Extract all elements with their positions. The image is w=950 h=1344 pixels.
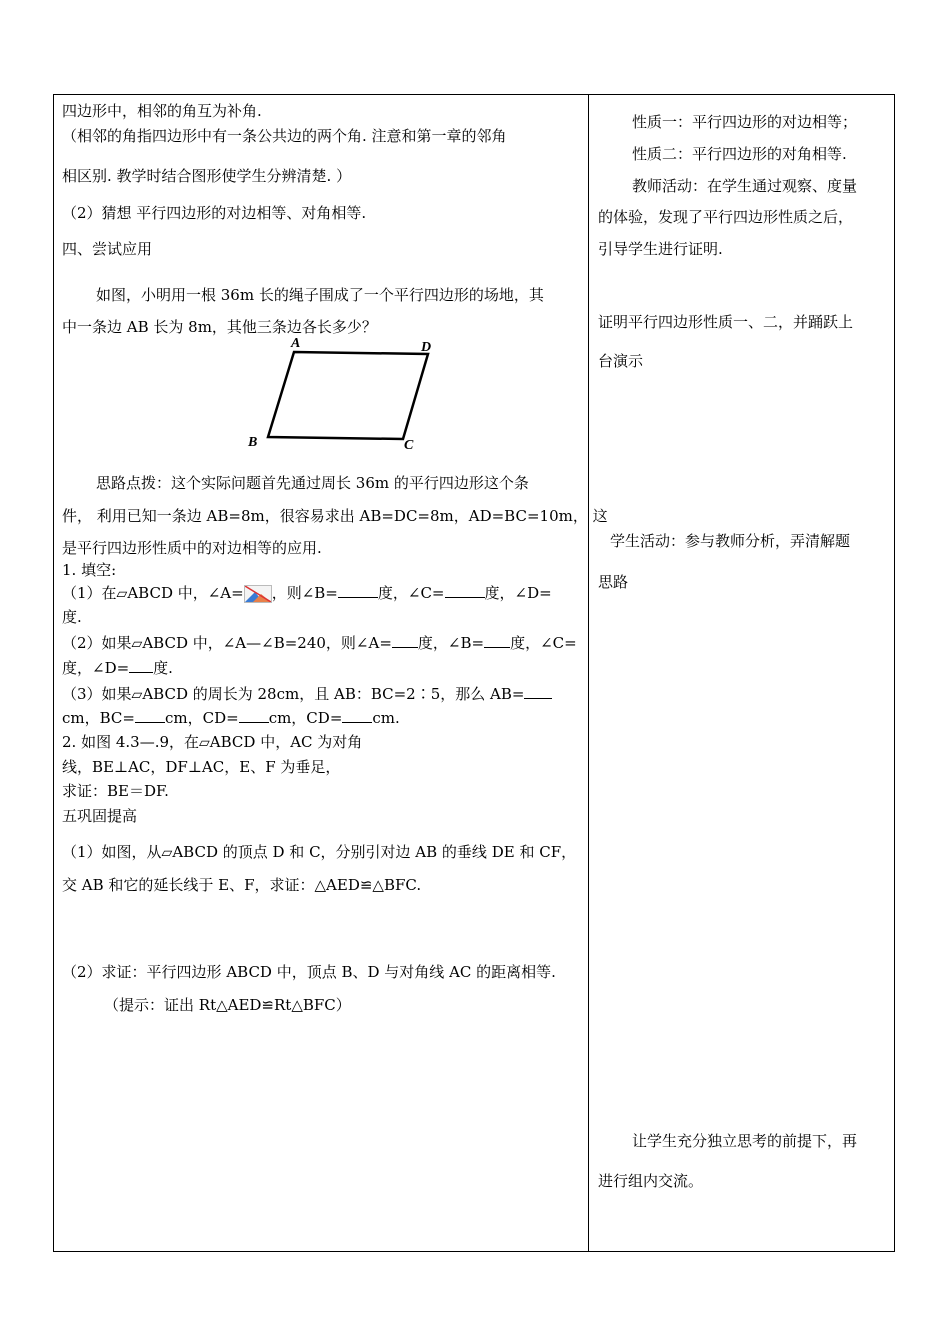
- question-prefix: （1）如图，从: [62, 843, 162, 861]
- text-line: 引导学生进行证明.: [598, 240, 723, 258]
- text-line: （2）猜想 平行四边形的对边相等、对角相等.: [62, 204, 367, 222]
- text-line: （2）求证：平行四边形 ABCD 中，顶点 B、D 与对角线 AC 的距离相等.: [62, 963, 556, 981]
- text-line: 求证：BE＝DF.: [62, 782, 169, 800]
- question-3-cont: [62, 708, 400, 727]
- parallelogram-icon: ▱: [161, 845, 173, 861]
- question-text: ABCD 中，∠A—∠B=240，则∠A=: [142, 634, 392, 652]
- question-text: 度.: [153, 659, 173, 677]
- table-border-left: [53, 94, 54, 1252]
- answer-blank[interactable]: [445, 583, 485, 598]
- text-line: 相区别. 教学时结合图形使学生分辨清楚. ）: [62, 167, 352, 185]
- vertex-label-b: B: [248, 435, 258, 450]
- answer-blank[interactable]: [342, 708, 372, 723]
- text-line: 台演示: [598, 352, 644, 370]
- question-text: ABCD 的顶点 D 和 C，分别引对边 AB 的垂线 DE 和 CF，: [172, 843, 577, 861]
- text-line: 性质一：平行四边形的对边相等；: [632, 113, 858, 131]
- question-text: 度，∠D=: [484, 584, 552, 602]
- text-line: （相邻的角指四边形中有一条公共边的两个角. 注意和第一章的邻角: [62, 127, 507, 145]
- text-line: 证明平行四边形性质一、二，并踊跃上: [598, 313, 854, 331]
- text-line: 件， 利用已知一条边 AB=8m，很容易求出 AB=DC=8m，AD=BC=10m， 这: [62, 507, 608, 525]
- question-text: cm，CD=: [164, 709, 239, 727]
- question-2-cont: [62, 658, 173, 677]
- question-1: [62, 583, 552, 603]
- parallelogram-diagram: [238, 334, 448, 454]
- answer-blank[interactable]: [135, 708, 165, 723]
- question-text: cm，BC=: [62, 709, 135, 727]
- answer-blank[interactable]: [524, 684, 552, 699]
- table-border-right: [894, 94, 895, 1252]
- text-line: 线，BE⊥AC，DF⊥AC，E、F 为垂足，: [62, 758, 341, 776]
- question-prefix: （3）如果: [62, 685, 132, 703]
- answer-blank[interactable]: [484, 633, 510, 648]
- broken-image-icon: [244, 585, 272, 603]
- consolidate-problem-1: [62, 843, 576, 862]
- question-text: 度，∠B=: [417, 634, 485, 652]
- answer-blank[interactable]: [338, 583, 378, 598]
- text-line: 交 AB 和它的延长线于 E、F，求证：△AED≌△BFC.: [62, 876, 422, 894]
- question-prefix: （2）如果: [62, 634, 132, 652]
- question-text: cm.: [372, 709, 400, 727]
- question-text: ABCD 的周长为 28cm，且 AB：BC=2∶5，那么 AB=: [142, 685, 525, 703]
- text-line: 学生活动：参与教师分析，弄清解题: [610, 532, 851, 550]
- answer-blank[interactable]: [239, 708, 269, 723]
- table-border-bottom: [53, 1251, 895, 1252]
- question-text: ABCD 中，∠A=: [127, 584, 244, 602]
- text-line: 的体验，发现了平行四边形性质之后，: [598, 208, 854, 226]
- question-3: [62, 684, 552, 704]
- parallelogram-icon: ▱: [199, 735, 210, 751]
- parallelogram-icon: ▱: [131, 636, 143, 652]
- text-line: 度.: [62, 608, 82, 626]
- answer-blank[interactable]: [392, 633, 418, 648]
- parallelogram-icon: ▱: [116, 586, 128, 602]
- text-line: 让学生充分独立思考的前提下，再: [632, 1132, 858, 1150]
- text-line: 1. 填空:: [62, 561, 117, 579]
- text-line: 进行组内交流。: [598, 1172, 704, 1190]
- vertex-label-c: C: [404, 438, 414, 453]
- parallelogram-shape: [268, 352, 428, 439]
- section-heading: 五巩固提高: [62, 807, 138, 825]
- answer-blank[interactable]: [129, 658, 153, 673]
- question-prefix: （1）在: [62, 584, 117, 602]
- text-line: 性质二：平行四边形的对角相等.: [632, 145, 847, 163]
- text-line: 教师活动：在学生通过观察、度量: [632, 177, 858, 195]
- table-border-top: [53, 94, 895, 95]
- table-column-divider: [588, 94, 589, 1252]
- text-line: 是平行四边形性质中的对边相等的应用.: [62, 539, 322, 557]
- question-2: [62, 633, 577, 653]
- parallelogram-icon: ▱: [131, 687, 143, 703]
- question-text: 度，∠C=: [377, 584, 445, 602]
- question-text: 度，∠C=: [510, 634, 577, 652]
- text-line: 如图，小明用一根 36m 长的绳子围成了一个平行四边形的场地，其: [96, 286, 544, 304]
- text-line: 思路点拨：这个实际问题首先通过周长 36m 的平行四边形这个条: [96, 474, 529, 492]
- hint-line: （提示：证出 Rt△AED≌Rt△BFC）: [104, 996, 351, 1014]
- vertex-label-d: D: [421, 340, 432, 355]
- question-text: ，则∠B=: [271, 584, 338, 602]
- question-text: 度，∠D=: [62, 659, 130, 677]
- proof-question: [62, 733, 362, 752]
- section-heading: 四、尝试应用: [62, 240, 153, 258]
- text-line: 中一条边 AB 长为 8m，其他三条边各长多少？: [62, 318, 377, 336]
- question-prefix: 2. 如图 4.3—.9，在: [62, 733, 200, 751]
- text-line: 思路: [598, 573, 629, 591]
- question-text: ABCD 中，AC 为对角: [209, 733, 363, 751]
- vertex-label-a: A: [291, 336, 301, 351]
- text-line: 四边形中，相邻的角互为补角.: [62, 102, 262, 120]
- question-text: cm，CD=: [268, 709, 343, 727]
